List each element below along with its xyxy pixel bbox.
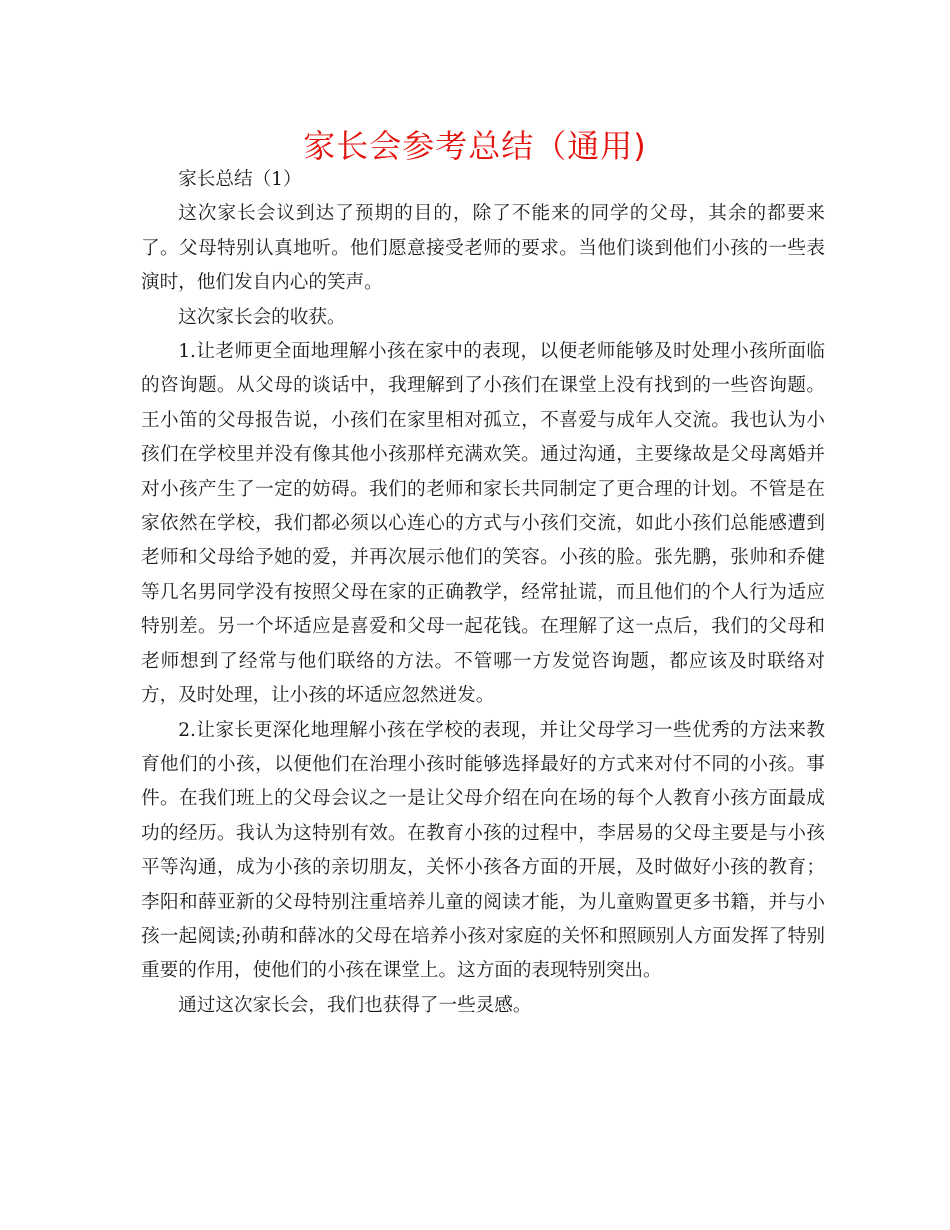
- document-title: 家长会参考总结（通用): [303, 127, 647, 165]
- paragraph-intro: 这次家长会议到达了预期的目的，除了不能来的同学的父母，其余的都要来了。父母特别认真地听。他们愿意接受老师的要求。当他们谈到他们小孩的一些表演时，他们发自内心的笑声。: [141, 203, 825, 294]
- paragraph-closing: 通过这次家长会，我们也获得了一些灵感。: [178, 994, 532, 1016]
- section-heading: 家长总结（1）: [178, 169, 302, 190]
- document-body: [141, 163, 825, 1023]
- paragraph-point-2: 2.让家长更深化地理解小孩在学校的表现，并让父母学习一些优秀的方法来教育他们的小孩，以便他们在治理小孩时能够选择最好的方式来对付不同的小孩。事件。在我们班上的父母会议之一是让父母介绍在向在场的每个人教育小孩方面最成功的经历。我认为这特别有效。在教育小孩的过程中，李居易的父母主要是与小孩平等沟通，成为小孩的亲切朋友，关怀小孩各方面的开展，及时做好小孩的教育；李阳和薛亚新的父母特别注重培养儿童的阅读才能，为儿童购置更多书籍，并与小孩一起阅读;孙萌和薛冰的父母在培养小孩对家庭的关怀和照顾别人方面发挥了特别重要的作用，使他们的小孩在课堂上。这方面的表现特别突出。: [141, 719, 825, 982]
- paragraph-point-1: 1.让老师更全面地理解小孩在家中的表现，以便老师能够及时处理小孩所面临的咨询题。从父母的谈话中，我理解到了小孩们在课堂上没有找到的一些咨询题。王小笛的父母报告说，小孩们在家里相对孤立，不喜爱与成年人交流。我也认为小孩们在学校里并没有像其他小孩那样充满欢笑。通过沟通，主要缘故是父母离婚并对小孩产生了一定的妨碍。我们的老师和家长共同制定了更合理的计划。不管是在家依然在学校，我们都必须以心连心的方式与小孩们交流，如此小孩们总能感遭到老师和父母给予她的爱，并再次展示他们的笑容。小孩的脸。张先鹏，张帅和乔健等几名男同学没有按照父母在家的正确教学，经常扯谎，而且他们的个人行为适应特别差。另一个坏适应是喜爱和父母一起花钱。在理解了这一点后，我们的父母和老师想到了经常与他们联络的方法。不管哪一方发觉咨询题，都应该及时联络对方，及时处理，让小孩的坏适应忽然迸发。: [141, 341, 825, 707]
- paragraph-harvest-heading: 这次家长会的收获。: [178, 306, 346, 328]
